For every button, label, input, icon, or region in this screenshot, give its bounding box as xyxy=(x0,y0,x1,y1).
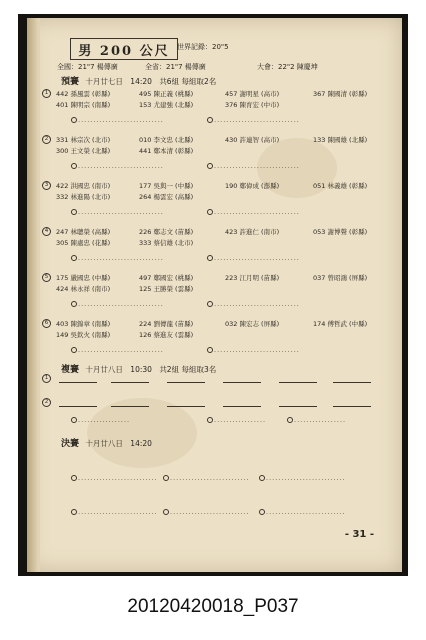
athlete-entry: 032 陳宏志 (屏縣) xyxy=(225,320,280,328)
result-dots: ................. xyxy=(294,416,347,424)
document-page xyxy=(27,18,402,572)
place-circle xyxy=(163,509,169,515)
place-circle xyxy=(207,117,213,123)
place-circle xyxy=(287,417,293,423)
result-blank xyxy=(287,416,346,424)
result-dots: ............................ xyxy=(78,300,164,308)
result-blank xyxy=(207,300,300,308)
result-blank xyxy=(71,300,164,308)
athlete-entry: 423 許進仁 (南市) xyxy=(225,228,280,236)
result-blank xyxy=(207,162,300,170)
athlete-entry: 177 吳與一 (中縣) xyxy=(139,182,194,190)
athlete-entry: 190 鄭偉成 (澎縣) xyxy=(225,182,280,190)
place-circle xyxy=(71,301,77,307)
result-blank xyxy=(71,346,164,354)
athlete-entry: 305 陳處忠 (花縣) xyxy=(56,239,111,247)
place-circle xyxy=(207,417,213,423)
athlete-entry: 424 林永祥 (南市) xyxy=(56,285,111,293)
result-blank xyxy=(71,474,158,482)
answer-dash xyxy=(111,406,149,407)
athlete-entry: 333 蔡信雄 (北市) xyxy=(139,239,194,247)
place-circle xyxy=(259,509,265,515)
final-date: 十月廿八日 xyxy=(85,439,123,448)
prelim-label: 預賽 xyxy=(61,77,80,87)
place-circle xyxy=(71,417,77,423)
athlete-entry: 010 李文忠 (北縣) xyxy=(139,136,194,144)
place-circle xyxy=(71,255,77,261)
result-blank xyxy=(207,346,300,354)
prelim-note: 共6組 每組取2名 xyxy=(159,77,217,86)
result-blank xyxy=(259,474,346,482)
athlete-entry: 332 林進陽 (北市) xyxy=(56,193,111,201)
event-title-box xyxy=(70,38,178,60)
athlete-entry: 495 陳正義 (桃縣) xyxy=(139,90,194,98)
answer-dash xyxy=(333,382,371,383)
group-number: 2 xyxy=(42,135,51,144)
prelim-date: 十月廿七日 xyxy=(85,77,123,86)
athlete-entry: 133 陳國雄 (北縣) xyxy=(313,136,368,144)
final-heading xyxy=(61,436,157,449)
final-label: 決賽 xyxy=(61,439,80,449)
result-dots: ............................ xyxy=(214,300,300,308)
result-dots: ............................ xyxy=(78,162,164,170)
result-blank xyxy=(207,116,300,124)
result-dots: ............................ xyxy=(78,116,164,124)
result-dots: ............................ xyxy=(78,208,164,216)
result-dots: .......................... xyxy=(78,508,158,516)
place-circle xyxy=(71,163,77,169)
result-blank xyxy=(207,416,266,424)
result-dots: .......................... xyxy=(266,508,346,516)
answer-dash xyxy=(223,382,261,383)
prelim-heading xyxy=(61,74,216,87)
semi-time: 10:30 xyxy=(130,365,152,374)
place-circle xyxy=(259,475,265,481)
place-circle xyxy=(71,509,77,515)
result-dots: ................. xyxy=(214,416,267,424)
athlete-entry: 224 劉傳龍 (苗縣) xyxy=(139,320,194,328)
result-dots: ............................ xyxy=(214,208,300,216)
athlete-entry: 126 蔡進友 (雲縣) xyxy=(139,331,194,339)
place-circle xyxy=(71,347,77,353)
place-circle xyxy=(207,301,213,307)
athlete-entry: 300 王文榮 (北縣) xyxy=(56,147,111,155)
record-meet: 大會：22"2 陳慶坤 xyxy=(257,63,318,71)
final-time: 14:20 xyxy=(130,439,152,448)
group-number: 5 xyxy=(42,273,51,282)
athlete-entry: 430 許連智 (高市) xyxy=(225,136,280,144)
athlete-entry: 226 鄭志文 (苗縣) xyxy=(139,228,194,236)
result-blank xyxy=(207,254,300,262)
athlete-entry: 442 孫風雲 (彰縣) xyxy=(56,90,111,98)
semi-date: 十月廿八日 xyxy=(85,365,123,374)
semi-group-number: 1 xyxy=(42,374,51,383)
answer-dash xyxy=(279,382,317,383)
athlete-entry: 264 楊雲宏 (高縣) xyxy=(139,193,194,201)
place-circle xyxy=(207,255,213,261)
athlete-entry: 149 吳欽火 (南縣) xyxy=(56,331,111,339)
record-national: 全國：21"7 楊傳廣 xyxy=(57,63,118,71)
paper-stain xyxy=(87,398,197,468)
result-dots: ............................ xyxy=(78,254,164,262)
prelim-time: 14:20 xyxy=(130,77,152,86)
place-circle xyxy=(207,347,213,353)
answer-dash xyxy=(223,406,261,407)
result-dots: ................. xyxy=(78,416,131,424)
athlete-entry: 053 謝博聲 (彰縣) xyxy=(313,228,368,236)
answer-dash xyxy=(279,406,317,407)
result-blank xyxy=(71,254,164,262)
result-dots: .......................... xyxy=(170,474,250,482)
answer-dash xyxy=(167,382,205,383)
athlete-entry: 174 傅哲武 (中縣) xyxy=(313,320,368,328)
result-blank xyxy=(71,208,164,216)
result-blank xyxy=(71,508,158,516)
answer-dash xyxy=(333,406,371,407)
place-circle xyxy=(207,209,213,215)
athlete-entry: 125 王勝榮 (雲縣) xyxy=(139,285,194,293)
semi-note: 共2組 每組取3名 xyxy=(159,365,217,374)
result-blank xyxy=(259,508,346,516)
answer-dash xyxy=(167,406,205,407)
athlete-entry: 401 陳明宗 (南縣) xyxy=(56,101,111,109)
group-number: 6 xyxy=(42,319,51,328)
result-dots: ............................ xyxy=(78,346,164,354)
athlete-entry: 441 鄭本清 (彰縣) xyxy=(139,147,194,155)
result-blank xyxy=(71,416,130,424)
result-dots: ............................ xyxy=(214,116,300,124)
result-dots: ............................ xyxy=(214,346,300,354)
result-dots: .......................... xyxy=(266,474,346,482)
answer-dash xyxy=(59,406,97,407)
athlete-entry: 497 鄭國宏 (桃縣) xyxy=(139,274,194,282)
athlete-entry: 051 林義雄 (彰縣) xyxy=(313,182,368,190)
athlete-entry: 153 尤建強 (北縣) xyxy=(139,101,194,109)
result-dots: .......................... xyxy=(78,474,158,482)
result-blank xyxy=(163,474,250,482)
page-number: - 31 - xyxy=(344,529,374,540)
page-binding-edge xyxy=(27,18,40,572)
answer-dash xyxy=(59,382,97,383)
semi-group-number: 2 xyxy=(42,398,51,407)
world-record: 世界記錄：20"5 xyxy=(177,43,229,51)
group-number: 4 xyxy=(42,227,51,236)
answer-dash xyxy=(111,382,149,383)
place-circle xyxy=(71,209,77,215)
athlete-entry: 403 陳錦章 (南縣) xyxy=(56,320,111,328)
athlete-entry: 223 江月明 (苗縣) xyxy=(225,274,280,282)
athlete-entry: 331 林宗次 (北市) xyxy=(56,136,111,144)
event-title: 男 200 公尺 xyxy=(78,43,170,59)
result-blank xyxy=(71,162,164,170)
athlete-entry: 175 嚴國忠 (中縣) xyxy=(56,274,111,282)
place-circle xyxy=(71,117,77,123)
result-blank xyxy=(207,208,300,216)
semi-label: 複賽 xyxy=(61,365,80,375)
image-caption: 20120420018_P037 xyxy=(127,596,299,617)
result-dots: ............................ xyxy=(214,254,300,262)
athlete-entry: 376 陳育宏 (中市) xyxy=(225,101,280,109)
group-number: 3 xyxy=(42,181,51,190)
record-provincial: 全省：21"7 楊傳廣 xyxy=(145,63,206,71)
athlete-entry: 247 林聰榮 (高縣) xyxy=(56,228,111,236)
result-dots: .......................... xyxy=(170,508,250,516)
place-circle xyxy=(71,475,77,481)
athlete-entry: 422 洪國忠 (南市) xyxy=(56,182,111,190)
athlete-entry: 037 曾昭鴻 (屏縣) xyxy=(313,274,368,282)
place-circle xyxy=(207,163,213,169)
athlete-entry: 367 陳國清 (彰縣) xyxy=(313,90,368,98)
athlete-entry: 457 謝明星 (高市) xyxy=(225,90,280,98)
semi-heading xyxy=(61,362,216,375)
result-dots: ............................ xyxy=(214,162,300,170)
result-blank xyxy=(163,508,250,516)
place-circle xyxy=(163,475,169,481)
group-number: 1 xyxy=(42,89,51,98)
result-blank xyxy=(71,116,164,124)
